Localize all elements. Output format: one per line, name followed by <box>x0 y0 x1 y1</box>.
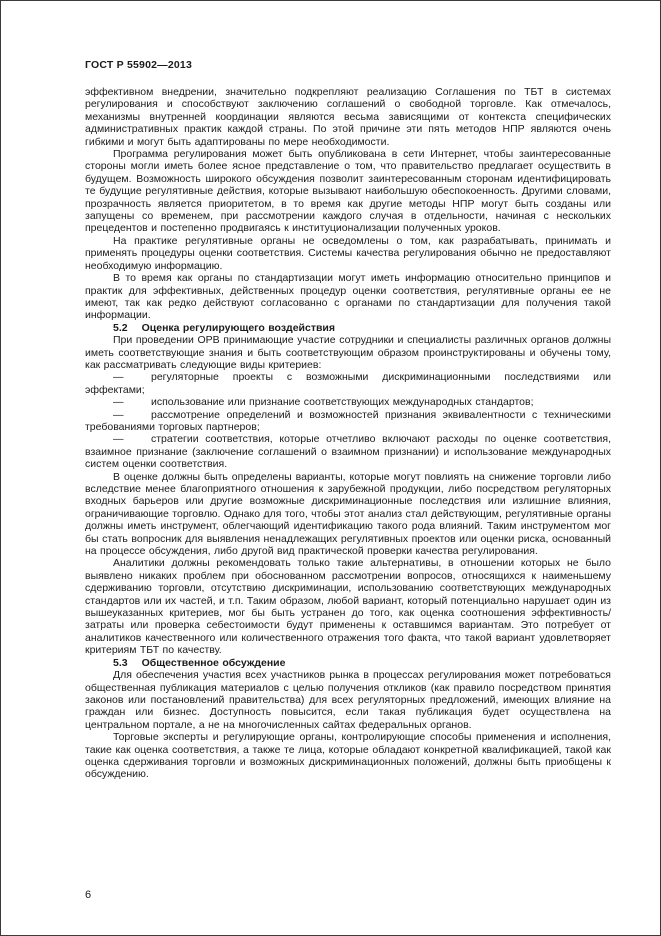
section-title: Общественное обсуждение <box>141 656 286 669</box>
paragraph: эффективном внедрении, значительно подкрепляют реализацию Соглашения по ТБТ в системах регулирования и способствуют заключению соглашений о свободной торговле. Как отмечалось, механизмы внутренней координации являются весьма зависящими от контекста специфических административных практик каждой страны. По этой причине эти пять методов НПР являются очень гибкими и могут быть адаптированы по мере необходимости. <box>85 86 611 148</box>
list-item-text: стратегии соответствия, которые отчетливо включают расходы по оценке соответствия, взаимное признание (заключение соглашений о взаимном признании) и использование международных систем оценки соответствия. <box>85 433 611 471</box>
paragraph: При проведении ОРВ принимающие участие сотрудники и специалисты различных органов должны иметь соответствующие знания и быть соответствующим образом проинструктированы и обучены тому, как рассматривать следующие виды критериев: <box>85 334 611 371</box>
paragraph: Для обеспечения участия всех участников рынка в процессах регулирования может потребоваться общественная публикация материалов с целью получения откликов (как правило посредством принятия законов или постановлений правительства) для всех регуляторных предложений, имеющих влияние на граждан или бизнес. Доступность повысится, если такая публикация будет осуществлена на центральном портале, а не на многочисленных сайтах федеральных органов. <box>85 669 611 731</box>
page-number: 6 <box>85 889 92 901</box>
paragraph: Аналитики должны рекомендовать только такие альтернативы, в отношении которых не было выявлено никаких проблем при обоснованном рассмотрении вопросов, относящихся к наименьшему сдерживанию торговли, отсутствию дискриминации, использованию соответствующих международных стандартов или их частей, и т.п. Таким образом, любой вариант, который потенциально нарушает один из вышеуказанных критериев, мог бы быть устранен до того, как оценка соотношения эффективность/затраты или проверка себестоимости будут применены к оставшимся вариантам. Это потребует от аналитиков качественного или количественного отражения того факта, что такой вариант удовлетворяет критериям ТБТ по качеству. <box>85 557 611 657</box>
paragraph: В оценке должны быть определены варианты, которые могут повлиять на снижение торговли либо вследствие менее благоприятного отношения к зарубежной продукции, либо посредством регуляторных входных барьеров или другие возможные дискриминационные последствия или излишние влияния, ограничивающие торговлю. Однако для того, чтобы этот анализ стал действующим, регулятивные органы должны иметь инструмент, облегчающий идентификацию такого рода влияний. Таким инструментом мог бы стать вопросник для выявления ненадлежащих регулятивных проектов или оценки риска, основанный на процессе обсуждения, либо другой вид практической проверки качества регулирования. <box>85 470 611 558</box>
list-item-text: использование или признание соответствующих международных стандартов; <box>151 396 534 409</box>
list-item-text: регуляторные проекты с возможными дискриминационными последствиями или эффектами; <box>85 371 611 396</box>
section-number: 5.3 <box>113 656 128 669</box>
list-dash: — <box>113 408 124 421</box>
paragraph: Торговые эксперты и регулирующие органы, контролирующие способы применения и исполнения, такие как оценка соответствия, а также те лица, которые обладают конкретной квалификацией, такой как оценка сдерживания торговли и возможных дискриминационных положений, должны быть приобщены к обсуждению. <box>85 731 611 781</box>
list-item <box>85 409 611 434</box>
document-body <box>85 86 611 781</box>
list-item <box>85 396 611 408</box>
section-title: Оценка регулирующего воздействия <box>141 321 336 334</box>
section-number: 5.2 <box>113 321 128 334</box>
section-heading <box>85 322 611 334</box>
list-dash: — <box>113 396 124 409</box>
list-item <box>85 433 611 470</box>
paragraph: На практике регулятивные органы не осведомлены о том, как разрабатывать, принимать и применять процедуры оценки соответствия. Системы качества регулирования обычно не предоставляют необходимую информацию. <box>85 234 611 272</box>
section-heading <box>85 657 611 669</box>
list-item <box>85 371 611 396</box>
list-item-text: рассмотрение определений и возможностей признания эквивалентности с техническими требованиями торговых партнеров; <box>85 408 611 433</box>
paragraph: Программа регулирования может быть опубликована в сети Интернет, чтобы заинтересованные стороны могли иметь более ясное представление о том, что правительство предлагает осуществить в будущем. Возможность широкого обсуждения позволит заинтересованным сторонам идентифицировать те будущие регулятивные действия, которые вызывают наибольшую обеспокоенность. Другими словами, прозрачность является приоритетом, в то время как другие методы НПР могут быть созданы или запущены со временем, при рассмотрении каждого случая в отдельности, начиная с нескольких прецедентов и постепенно продвигаясь к институционализации полученных уроков. <box>85 148 611 235</box>
document-code: ГОСТ Р 55902—2013 <box>85 59 193 71</box>
list-dash: — <box>113 371 124 384</box>
list-dash: — <box>113 433 124 446</box>
paragraph: В то время как органы по стандартизации могут иметь информацию относительно принципов и практик для эффективных, действенных процедур оценки соответствия, регулятивные органы ее не имеют, так как редко действуют согласованно с органами по стандартизации для получения такой информации. <box>85 272 611 322</box>
